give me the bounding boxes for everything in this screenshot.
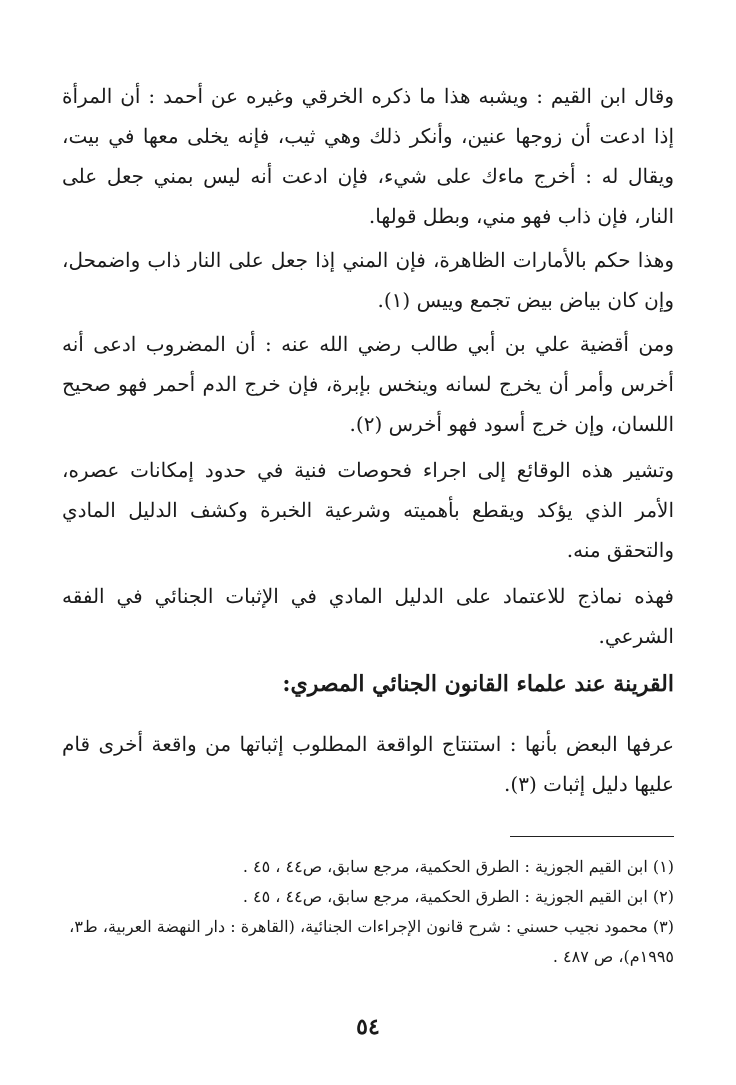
footnote-divider [510,836,674,837]
footnote-item: (١) ابن القيم الجوزية : الطرق الحكمية، مرجع سابق، ص٤٤ ، ٤٥ . [242,857,674,876]
page-number: ٥٤ [356,1014,380,1040]
footnotes-list [62,852,674,972]
paragraph-definition: عرفها البعض بأنها : استنتاج الواقعة المطلوب إثباتها من واقعة أخرى قام عليها دليل إثبات (٣). [62,732,674,796]
footnote-item: (٣) محمود نجيب حسني : شرح قانون الإجراءات الجنائية، (القاهرة : دار النهضة العربية، ط٣، ١٩٩٥م)، ص ٤٨٧ . [69,917,674,966]
paragraph-technical-examinations: وتشير هذه الوقائع إلى اجراء فحوصات فنية في حدود إمكانات عصره، الأمر الذي يؤكد ويقطع بأهميته وشرعية الخبرة وكشف الدليل المادي والتحقق منه. [62,458,674,562]
section-heading: القرينة عند علماء القانون الجنائي المصري: [282,671,674,697]
paragraph-models-summary: فهذه نماذج للاعتماد على الدليل المادي في الإثبات الجنائي في الفقه الشرعي. [62,584,674,648]
footnote-item: (٢) ابن القيم الجوزية : الطرق الحكمية، مرجع سابق، ص٤٤ ، ٤٥ . [242,887,674,906]
paragraph-ali-judgment: ومن أقضية علي بن أبي طالب رضي الله عنه : أن المضروب ادعى أنه أخرس وأمر أن يخرج لسانه وينخس بإبرة، فإن خرج الدم أحمر فهو صحيح اللسان، وإن خرج أسود فهو أخرس (٢). [62,332,674,436]
paragraph-apparent-signs: وهذا حكم بالأمارات الظاهرة، فإن المني إذا جعل على النار ذاب واضمحل، وإن كان بياض بيض تجمع وييس (١). [62,248,674,312]
paragraph-ibn-qayyim-impotence: وقال ابن القيم : ويشبه هذا ما ذكره الخرقي وغيره عن أحمد : أن المرأة إذا ادعت أن زوجها عنين، وأنكر ذلك وهي ثيب، فإنه يخلى معها في بيت، ويقال له : أخرج ماءك على شيء، فإن ادعت أنه ليس بمني جعل على النار، فإن ذاب فهو مني، وبطل قولها. [62,84,675,228]
